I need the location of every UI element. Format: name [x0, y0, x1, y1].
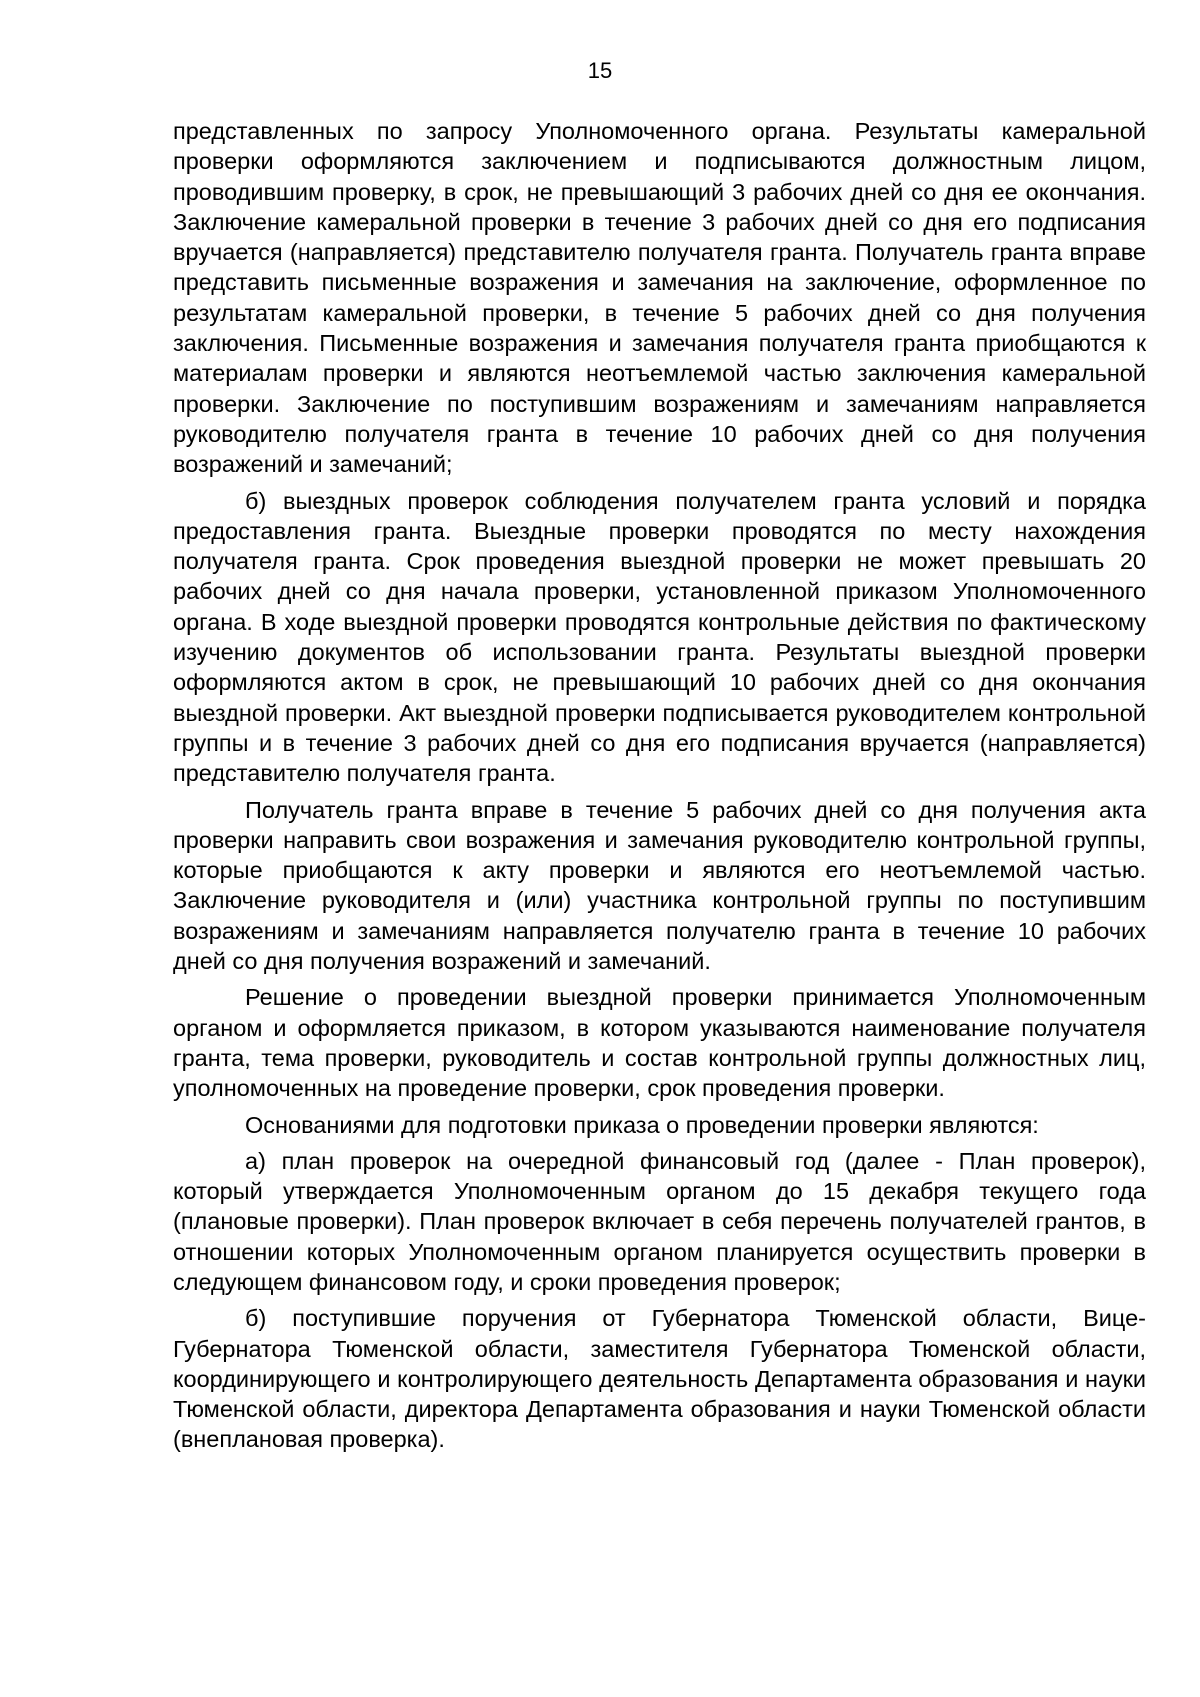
- paragraph-inspection-decision: Решение о проведении выездной проверки принимается Уполномоченным органом и оформляется приказом, в котором указываются наименование получателя гранта, тема проверки, руководитель и состав контрольной группы должностных лиц, уполномоченных на проведение проверки, срок проведения проверки.: [173, 984, 1146, 1102]
- paragraph-continuation: представленных по запросу Уполномоченного органа. Результаты камеральной проверки оформляются заключением и подписываются должностным лицом, проводившим проверку, в срок, не превышающий 3 рабочих дней со дня ее окончания. Заключение камеральной проверки в течение 3 рабочих дней со дня его подписания вручается (направляется) представителю получателя гранта. Получатель гранта вправе представить письменные возражения и замечания на заключение, оформленное по результатам камеральной проверки, в течение 5 рабочих дней со дня получения заключения. Письменные возражения и замечания получателя гранта приобщаются к материалам проверки и являются неотъемлемой частью заключения камеральной проверки. Заключение по поступившим возражениям и замечаниям направляется руководителю получателя гранта в течение 10 рабочих дней со дня получения возражений и замечаний;: [173, 118, 1146, 478]
- page-number: 15: [587, 58, 613, 83]
- paragraph-grounds-intro: Основаниями для подготовки приказа о проведении проверки являются:: [245, 1111, 1039, 1138]
- paragraph-field-inspections: б) выездных проверок соблюдения получателем гранта условий и порядка предоставления гранта. Выездные проверки проводятся по месту нахождения получателя гранта. Срок проведения выездной проверки не может превышать 20 рабочих дней со дня начала проверки, установленной приказом Уполномоченного органа. В ходе выездной проверки проводятся контрольные действия по фактическому изучению документов об использовании гранта. Результаты выездной проверки оформляются актом в срок, не превышающий 10 рабочих дней со дня окончания выездной проверки. Акт выездной проверки подписывается руководителем контрольной группы и в течение 3 рабочих дней со дня его подписания вручается (направляется) представителю получателя гранта.: [173, 487, 1146, 787]
- document-body: [173, 116, 1146, 1461]
- paragraph-unscheduled-inspection: б) поступившие поручения от Губернатора Тюменской области, Вице-Губернатора Тюменской области, заместителя Губернатора Тюменской области, координирующего и контролирующего деятельность Департамента образования и науки Тюменской области, директора Департамента образования и науки Тюменской области (внеплановая проверка).: [173, 1305, 1146, 1453]
- paragraph-objections: Получатель гранта вправе в течение 5 рабочих дней со дня получения акта проверки направить свои возражения и замечания руководителю контрольной группы, которые приобщаются к акту проверки и являются его неотъемлемой частью. Заключение руководителя и (или) участника контрольной группы по поступившим возражениям и замечаниям направляется получателю гранта в течение 10 рабочих дней со дня получения возражений и замечаний.: [173, 796, 1146, 975]
- paragraph-inspection-plan: а) план проверок на очередной финансовый год (далее - План проверок), который утверждается Уполномоченным органом до 15 декабря текущего года (плановые проверки). План проверок включает в себя перечень получателей грантов, в отношении которых Уполномоченным органом планируется осуществить проверки в следующем финансовом году, и сроки проведения проверок;: [173, 1147, 1146, 1295]
